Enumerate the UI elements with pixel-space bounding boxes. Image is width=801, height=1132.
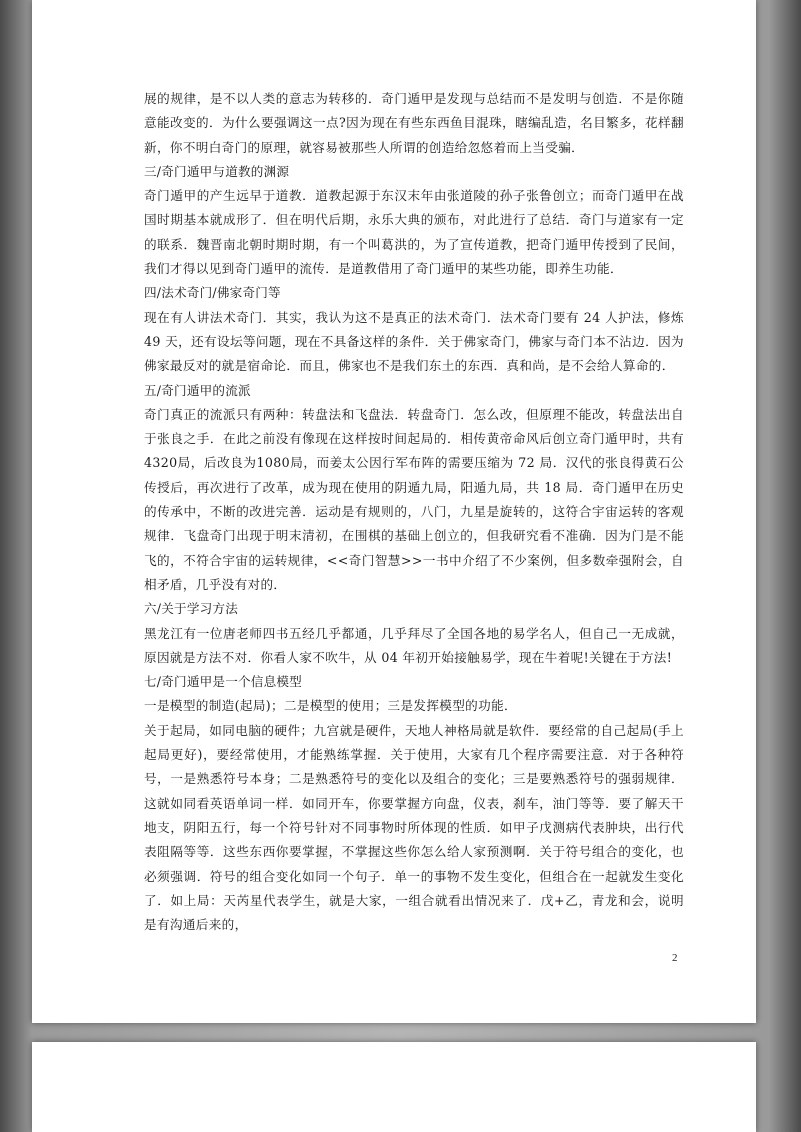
body-paragraph: 奇门真正的流派只有两种：转盘法和飞盘法．转盘奇门．怎么改，但原理不能改，转盘法出自于张良之手．在此之前没有像现在这样按时间起局的．相传黄帝命风后创立奇门遁甲时，共有4320局，后改良为1080局，而姜太公因行军布阵的需要压缩为 72 局．汉代的张良得黄石公传授后，再次进行了改革，成为现在使用的阴遁九局，阳遁九局，共 18 局．奇门遁甲在历史的传承中，不断的改进完善．运动是有规则的，八门，九星是旋转的，这符合宇宙运转的客观规律．飞盘奇门出现于明末清初，在围棋的基础上创立的，但我研究看不准确．因为门是不能飞的，不符合宇宙的运转规律，<<奇门智慧>>一书中介绍了不少案例，但多数牵强附会，自相矛盾，几乎没有对的． xyxy=(144,406,684,592)
body-paragraph: 展的规律，是不以人类的意志为转移的．奇门遁甲是发现与总结而不是发明与创造．不是你随意能改变的．为什么要强调这一点?因为现在有些东西鱼目混珠，瞎编乱造，名目繁多，花样翻新，你不明白奇门的原理，就容易被那些人所谓的创造给忽悠着而上当受骗． xyxy=(144,91,684,155)
section-heading: 五/奇门遁甲的流派 xyxy=(144,382,251,398)
body-paragraph: 关于起局，如同电脑的硬件；九宫就是硬件，天地人神格局就是软件．要经常的自己起局(手上起局更好)，要经常使用，才能熟练掌握．关于使用，大家有几个程序需要注意．对于各种符号，一是熟悉符号本身；二是熟悉符号的变化以及组合的变化；三是要熟悉符号的强弱规律．这就如同看英语单词一样．如同开车，你要掌握方向盘，仪表，刹车，油门等等．要了解天干地支，阴阳五行，每一个符号针对不同事物时所体现的性质．如甲子戊测病代表肿块，出行代表阻隔等等．这些东西你要掌握，不掌握这些你怎么给人家预测啊．关于符号组合的变化，也必须强调．符号的组合变化如同一个句子．单一的事物不发生变化，但组合在一起就发生变化了．如上局：天芮星代表学生，就是大家，一组合就看出情况来了．戊+乙，青龙和会，说明是有沟通后来的， xyxy=(144,722,684,933)
section-heading: 四/法术奇门/佛家奇门等 xyxy=(144,285,281,301)
section-heading: 三/奇门遁甲与道教的渊源 xyxy=(144,163,290,179)
body-paragraph: 奇门遁甲的产生远早于道教．道教起源于东汉末年由张道陵的孙子张鲁创立；而奇门遁甲在战国时期基本就成形了．但在明代后期，永乐大典的颁布，对此进行了总结．奇门与道家有一定的联系．魏晋南北朝时期时期，有一个叫葛洪的，为了宣传道教，把奇门遁甲传授到了民间，我们才得以见到奇门遁甲的流传．是道教借用了奇门遁甲的某些功能，即养生功能． xyxy=(144,188,684,277)
body-paragraph: 一是模型的制造(起局)；二是模型的使用；三是发挥模型的功能． xyxy=(144,698,517,714)
next-document-page xyxy=(32,1042,756,1132)
section-heading: 六/关于学习方法 xyxy=(144,601,238,617)
page-number: 2 xyxy=(672,952,678,964)
section-heading: 七/奇门遁甲是一个信息模型 xyxy=(144,674,302,690)
document-page xyxy=(32,0,756,1023)
page-content xyxy=(144,87,684,937)
body-paragraph: 黑龙江有一位唐老师四书五经几乎都通，几乎拜尽了全国各地的易学名人，但自己一无成就，原因就是方法不对．你看人家不吹牛，从 04 年初开始接触易学，现在牛着呢!关键在于方法! xyxy=(144,625,684,665)
body-paragraph: 现在有人讲法术奇门．其实，我认为这不是真正的法术奇门．法术奇门要有 24 人护法，修炼 49 天，还有设坛等问题，现在不具备这样的条件．关于佛家奇门，佛家与奇门本不沾边．因为佛家最反对的就是宿命论．而且，佛家也不是我们东土的东西．真和尚，是不会给人算命的． xyxy=(144,309,684,374)
